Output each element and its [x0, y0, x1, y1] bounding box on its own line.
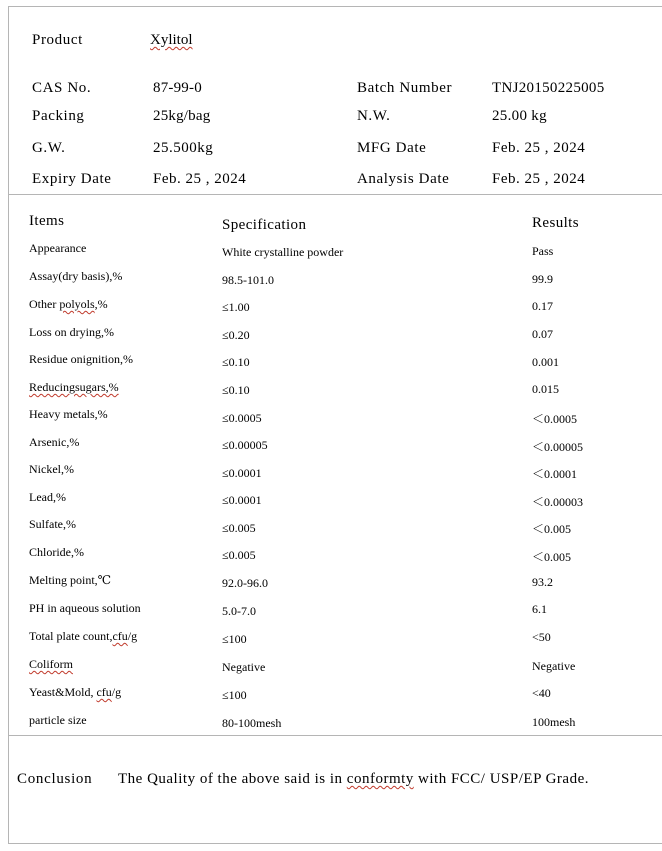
spec-cell: ≤0.005 — [222, 521, 256, 535]
result-cell: ＜0.00003 — [532, 495, 584, 509]
result-cell: 0.07 — [532, 327, 553, 341]
spec-cell: ≤1.00 — [222, 300, 250, 314]
result-cell: ＜0.005 — [532, 522, 572, 536]
nw-value: 25.00 kg — [492, 108, 547, 124]
result-cell: Negative — [532, 659, 576, 673]
spec-cell: ≤100 — [222, 688, 247, 702]
product-label: Product — [32, 32, 83, 48]
conformty-word: conformty — [346, 771, 414, 787]
spec-cell: ≤100 — [222, 632, 247, 646]
spec-cell: ≤0.0001 — [222, 493, 262, 507]
result-cell: Pass — [532, 244, 554, 258]
spec-cell: 5.0-7.0 — [222, 604, 256, 618]
packing-value: 25kg/bag — [153, 108, 211, 124]
cfu-word: cfu — [112, 629, 128, 643]
item-cell: Coliform — [29, 657, 73, 671]
column-results: Results — [532, 215, 579, 231]
result-cell: 0.001 — [532, 355, 559, 369]
result-cell: <50 — [532, 630, 551, 644]
item-cell: particle size — [29, 713, 87, 727]
analysis-date-value: Feb. 25 , 2024 — [492, 171, 586, 187]
spec-cell: ≤0.0001 — [222, 466, 262, 480]
expiry-date-label: Expiry Date — [32, 171, 112, 187]
polyols-word: polyols — [59, 297, 95, 311]
item-cell: Total plate count,cfu/g — [29, 629, 138, 643]
conclusion-text: The Quality of the above said is in conformty with FCC/ USP/EP Grade. — [118, 771, 589, 787]
item-cell: Arsenic,% — [29, 435, 80, 449]
expiry-date-value: Feb. 25 , 2024 — [153, 171, 247, 187]
item-cell: PH in aqueous solution — [29, 601, 141, 615]
column-items: Items — [29, 213, 65, 229]
result-cell: ＜0.0001 — [532, 467, 578, 481]
spec-cell: ≤0.20 — [222, 328, 250, 342]
cfu-word: cfu — [96, 685, 112, 699]
result-cell: 0.17 — [532, 299, 553, 313]
item-cell: Residue onignition,% — [29, 352, 133, 366]
column-specification: Specification — [222, 217, 307, 233]
spec-cell: ≤0.10 — [222, 383, 250, 397]
batch-value: TNJ20150225005 — [492, 80, 605, 96]
spec-cell: ≤0.0005 — [222, 411, 262, 425]
item-cell: Sulfate,% — [29, 517, 76, 531]
result-cell: 0.015 — [532, 382, 559, 396]
item-cell: Chloride,% — [29, 545, 84, 559]
spec-cell: 98.5-101.0 — [222, 273, 274, 287]
spec-cell: 92.0-96.0 — [222, 576, 268, 590]
cas-label: CAS No. — [32, 80, 92, 96]
spec-cell: ≤0.00005 — [222, 438, 268, 452]
nw-label: N.W. — [357, 108, 391, 124]
result-cell: ＜0.00005 — [532, 440, 584, 454]
gw-value: 25.500kg — [153, 140, 214, 156]
item-cell: Reducingsugars,% — [29, 380, 119, 394]
item-cell: Assay(dry basis),% — [29, 269, 123, 283]
product-value: Xylitol — [150, 32, 193, 48]
result-cell: 93.2 — [532, 575, 553, 589]
cas-value: 87-99-0 — [153, 80, 202, 96]
packing-label: Packing — [32, 108, 85, 124]
item-cell: Yeast&Mold, cfu/g — [29, 685, 122, 699]
result-cell: 99.9 — [532, 272, 553, 286]
analysis-date-label: Analysis Date — [357, 171, 450, 187]
spec-cell: ≤0.10 — [222, 355, 250, 369]
result-cell: <40 — [532, 686, 551, 700]
spec-cell: Negative — [222, 660, 266, 674]
item-cell: Melting point,℃ — [29, 573, 112, 587]
item-cell: Heavy metals,% — [29, 407, 108, 421]
item-cell: Appearance — [29, 241, 87, 255]
spec-cell: White crystalline powder — [222, 245, 344, 259]
divider-header — [8, 194, 662, 195]
result-cell: 6.1 — [532, 602, 547, 616]
mfg-date-value: Feb. 25 , 2024 — [492, 140, 586, 156]
item-cell: Lead,% — [29, 490, 66, 504]
result-cell: ＜0.0005 — [532, 412, 578, 426]
result-cell: ＜0.005 — [532, 550, 572, 564]
gw-label: G.W. — [32, 140, 66, 156]
mfg-date-label: MFG Date — [357, 140, 427, 156]
spec-cell: 80-100mesh — [222, 716, 282, 730]
batch-label: Batch Number — [357, 80, 453, 96]
item-cell: Nickel,% — [29, 462, 74, 476]
item-cell: Other polyols,% — [29, 297, 108, 311]
spec-cell: ≤0.005 — [222, 548, 256, 562]
item-cell: Loss on drying,% — [29, 325, 114, 339]
result-cell: 100mesh — [532, 715, 576, 729]
divider-table — [8, 735, 662, 736]
conclusion-label: Conclusion — [17, 771, 93, 787]
